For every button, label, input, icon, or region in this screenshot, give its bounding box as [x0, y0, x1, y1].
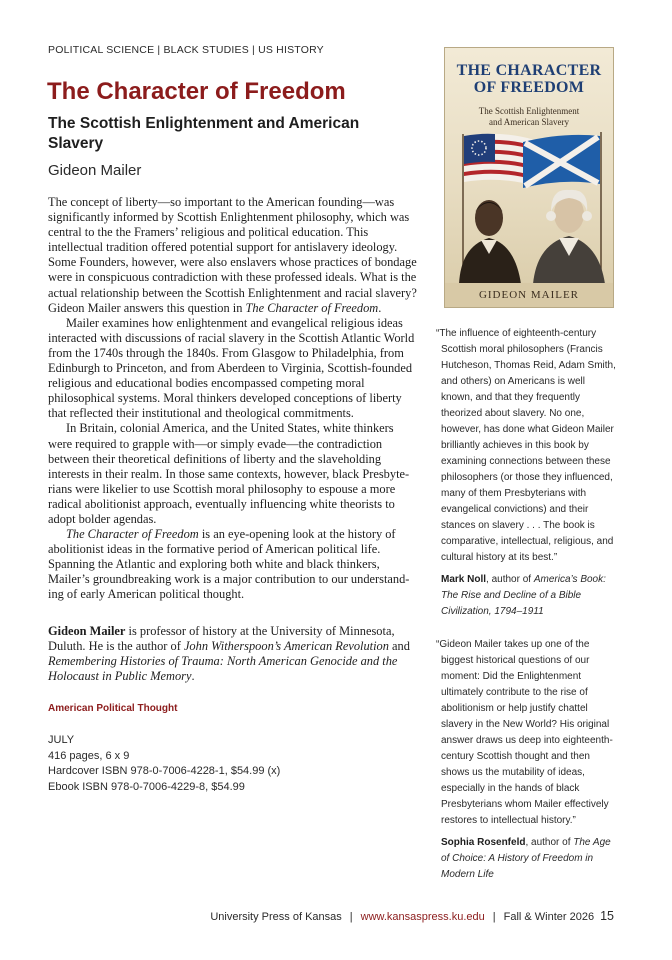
pub-month: JULY	[48, 734, 75, 746]
blurb-1	[436, 326, 616, 620]
page-number: 15	[600, 909, 614, 923]
cover-subtitle: The Scottish Enlightenment and American Slavery	[478, 106, 580, 127]
blurb-attribution: Mark Noll, author of America’s Book: The Rise and Decline of a Bible Civilization, 1794–1911	[441, 574, 606, 617]
publication-info	[48, 733, 280, 795]
book-author: Gideon Mailer	[48, 162, 142, 179]
blurb-quote: “Gideon Mailer takes up one of the biggest historical questions of our moment: Did the Enlightenment ultimately contribute to the rise of abolitionism or help justify chattel slavery in the New World? His original answer draws us deep into eighteenth-century Scottish thought and then shows us the mutability of ideas, especially in the hands of black Presbyterians whom Mailer effectively restores to intellectual history.”	[436, 639, 613, 826]
description	[48, 195, 420, 603]
description-paragraph-2: Mailer examines how enlightenment and evangelical religious ideas interacted with discussions of racial slavery in the Scottish Atlantic World from the 1740s through the 1840s. From Glasgow to Philadelphia, from Edinburgh to Princeton, and from Aberdeen to Virginia, Scottish-founded religious and educational bodies encompassed competing moral philosophical systems. Moral thinkers developed conceptions of liberty that reflected their institutional and theological commitments.	[48, 315, 415, 421]
footer-season: Fall & Winter 2026	[503, 911, 595, 923]
blurb-2	[436, 637, 616, 883]
description-paragraph-3: In Britain, colonial America, and the United States, white thinkers were required to grapple with—or simply evade—the contradiction between their theoretical definitions of liberty and the slaveholding interests in their realm. In those same contexts, however, black Presbyte-rians were likelier to use Scottish moral philosophy to espouse a more radical abolitionist approach, eventually influencing white theorists to adopt bolder agendas.	[48, 421, 410, 526]
blurb-attribution: Sophia Rosenfeld, author of The Age of Choice: A History of Freedom in Modern Life	[441, 837, 611, 880]
series-name: American Political Thought	[48, 703, 178, 714]
page-footer: University Press of Kansas | www.kansaspress.ku.edu | Fall & Winter 2026 15	[210, 909, 614, 923]
right-portrait	[533, 190, 605, 284]
footer-publisher: University Press of Kansas	[210, 911, 342, 923]
description-paragraph-4: The Character of Freedom is an eye-opening look at the history of abolitionist ideas in the formative period of American political life. Spanning the Atlantic and exploring both white and black thinkers, Mailer’s groundbreaking work is a major contribution to our understand-ing of early American political thought.	[48, 527, 410, 602]
pub-pages: 416 pages, 6 x 9	[48, 749, 130, 762]
saltire-flag-icon	[523, 135, 600, 188]
pub-ebook: Ebook ISBN 978-0-7006-4229-8, $54.99	[48, 780, 245, 793]
cover-illustration	[445, 128, 613, 284]
cover-author: GIDEON MAILER	[445, 283, 613, 307]
blurb-quote: “The influence of eighteenth-century Scottish moral philosophers (Francis Hutcheson, Thomas Reid, Adam Smith, and others) on Americans is well known, and that they frequently theorized about slavery. No one, however, has done what Gideon Mailer brilliantly achieves in this book by examining connections between these philosophers (or those they influenced, many of them Presbyterians with evangelical convictions) and their stances on slavery . . . The book is comparative, intellectual, religious, and cultural history at its best.”	[436, 328, 616, 563]
book-title: The Character of Freedom	[47, 78, 346, 105]
book-cover	[444, 47, 614, 308]
footer-url-link[interactable]: www.kansaspress.ku.edu	[360, 911, 485, 923]
description-paragraph-1: The concept of liberty—so important to the American founding—was significantly informed by Scottish Enlightenment philosophy, which was central to the the Framers’ religious and political education. This intellectual tradition offered potential support for antislavery ideology. Some Founders, however, were also enslavers whose practices of bondage were in conspicuous contradiction with these professed ideals. What is the actual relationship between the Scottish Enlightenment and racial slavery? Gideon Mailer answers this question in The Character of Freedom.	[48, 195, 417, 315]
book-subtitle: The Scottish Enlightenment and American Slavery	[48, 115, 360, 152]
category-line: POLITICAL SCIENCE | BLACK STUDIES | US HISTORY	[48, 44, 324, 56]
left-portrait	[459, 200, 521, 284]
author-bio: Gideon Mailer is professor of history at the University of Minnesota, Duluth. He is the author of John Witherspoon’s American Revolution and Remembering Histories of Trauma: North American Genocide and the Holocaust in Public Memory.	[48, 624, 410, 684]
pub-hardcover: Hardcover ISBN 978-0-7006-4228-1, $54.99 (x)	[48, 765, 281, 777]
cover-title: THE CHARACTER OF FREEDOM	[456, 62, 602, 96]
